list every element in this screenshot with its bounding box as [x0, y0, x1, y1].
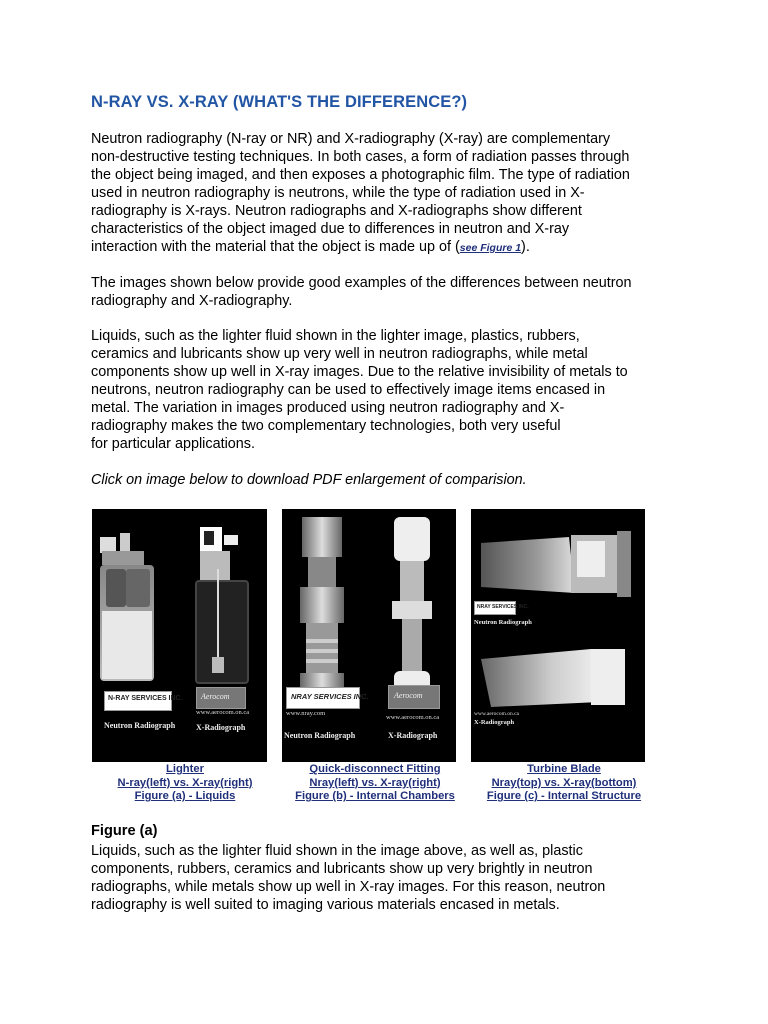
- image-caption-url: www.aerocom.on.ca: [474, 711, 519, 717]
- logo-text: N-RAY SERVICES INC.: [108, 695, 183, 702]
- logo-text: Aerocom: [394, 691, 423, 700]
- logo-text: NRAY SERVICES INC.: [291, 692, 369, 701]
- click-note: [91, 471, 671, 489]
- text-fragment: interaction with the material that the object is made up of (: [91, 239, 460, 255]
- text-line: The images shown below provide good examples of the differences between neutron: [91, 275, 632, 291]
- lighter-radiograph-image[interactable]: [92, 509, 267, 762]
- caption-line[interactable]: Figure (b) - Internal Chambers: [295, 790, 455, 803]
- text-line: Neutron radiography (N-ray or NR) and X-radiography (X-ray) are complementary: [91, 131, 611, 147]
- image-label-neutron: Neutron Radiograph: [474, 619, 532, 626]
- fitting-radiograph-art: [282, 509, 456, 762]
- text-fragment: ).: [521, 239, 530, 255]
- caption-line[interactable]: Nray(top) vs. X-ray(bottom): [491, 776, 637, 789]
- text-line: non-destructive testing techniques. In both cases, a form of radiation passes through: [91, 149, 630, 165]
- text-line: radiographs, while metals show up well in X-ray images. For this reason, neutron: [91, 879, 606, 895]
- image-caption-url: www.aerocom.on.ca: [196, 709, 250, 716]
- text-line: neutrons, neutron radiography can be used to effectively image items encased in: [91, 382, 606, 398]
- figure-a-paragraph: [91, 842, 671, 914]
- text-line: Liquids, such as the lighter fluid shown in the lighter image, plastics, rubbers,: [91, 328, 580, 344]
- aerocom-logo: [196, 687, 246, 709]
- image-caption-url: www.aerocom.on.ca: [386, 714, 440, 721]
- see-figure-1-link[interactable]: see Figure 1: [459, 242, 522, 254]
- text-line: components, rubbers, ceramics and lubricants show up very brightly in neutron: [91, 861, 593, 877]
- figure-a-caption[interactable]: [92, 763, 278, 804]
- caption-line[interactable]: Quick-disconnect Fitting: [309, 763, 441, 775]
- caption-line[interactable]: N-ray(left) vs. X-ray(right): [117, 776, 253, 789]
- image-caption-url: www.nray.com: [286, 710, 326, 717]
- aerocom-logo: [388, 685, 440, 709]
- text-line: for particular applications.: [91, 436, 255, 452]
- text-line: radiography and X-radiography.: [91, 293, 293, 309]
- intro-paragraph: [91, 130, 671, 257]
- image-label-xray: X-Radiograph: [196, 723, 246, 732]
- figure-a-heading: Figure (a): [91, 823, 158, 839]
- nray-logo: [474, 601, 529, 615]
- logo-text: Aerocom: [201, 692, 230, 701]
- text-line: Click on image below to download PDF enlargement of comparision.: [91, 472, 527, 488]
- caption-line[interactable]: Figure (c) - Internal Structure: [486, 790, 642, 803]
- page-title: N-RAY VS. X-RAY (WHAT'S THE DIFFERENCE?): [91, 93, 468, 111]
- text-line: ceramics and lubricants show up very well in neutron radiographs, while metal: [91, 346, 588, 362]
- nray-logo: [286, 687, 369, 709]
- text-line: the object being imaged, and then exposes a photographic film. The type of radiation: [91, 167, 630, 183]
- text-line: used in neutron radiography is neutrons, while the type of radiation used in X-: [91, 185, 585, 201]
- turbine-radiograph-image[interactable]: [471, 509, 645, 762]
- text-line: radiography is well suited to imaging various materials encased in metals.: [91, 897, 560, 913]
- logo-text: NRAY SERVICES INC.: [477, 604, 529, 610]
- liquids-paragraph: [91, 327, 671, 453]
- caption-line[interactable]: Lighter: [166, 763, 204, 775]
- text-line: Liquids, such as the lighter fluid shown in the image above, as well as, plastic: [91, 843, 583, 859]
- image-label-neutron: Neutron Radiograph: [104, 721, 176, 730]
- image-label-xray: X-Radiograph: [474, 719, 515, 726]
- text-line: radiography is X-rays. Neutron radiographs and X-radiographs show different: [91, 203, 582, 219]
- figure-b-caption[interactable]: [282, 763, 468, 804]
- fitting-radiograph-image[interactable]: [282, 509, 456, 762]
- text-line: characteristics of the object imaged due to differences in neutron and X-ray: [91, 221, 570, 237]
- caption-line[interactable]: Turbine Blade: [527, 763, 601, 775]
- text-line: [91, 238, 671, 257]
- image-label-xray: X-Radiograph: [388, 731, 438, 740]
- caption-line[interactable]: Nray(left) vs. X-ray(right): [309, 776, 441, 789]
- figure-c-caption[interactable]: [471, 763, 657, 804]
- text-line: radiography makes the two complementary technologies, both very useful: [91, 418, 561, 434]
- text-line: metal. The variation in images produced using neutron radiography and X-: [91, 400, 565, 416]
- caption-line[interactable]: Figure (a) - Liquids: [134, 790, 236, 803]
- image-label-neutron: Neutron Radiograph: [284, 731, 356, 740]
- nray-logo: [104, 691, 183, 711]
- text-line: components show up well in X-ray images. Due to the relative invisibility of metals to: [91, 364, 628, 380]
- examples-paragraph: [91, 274, 671, 310]
